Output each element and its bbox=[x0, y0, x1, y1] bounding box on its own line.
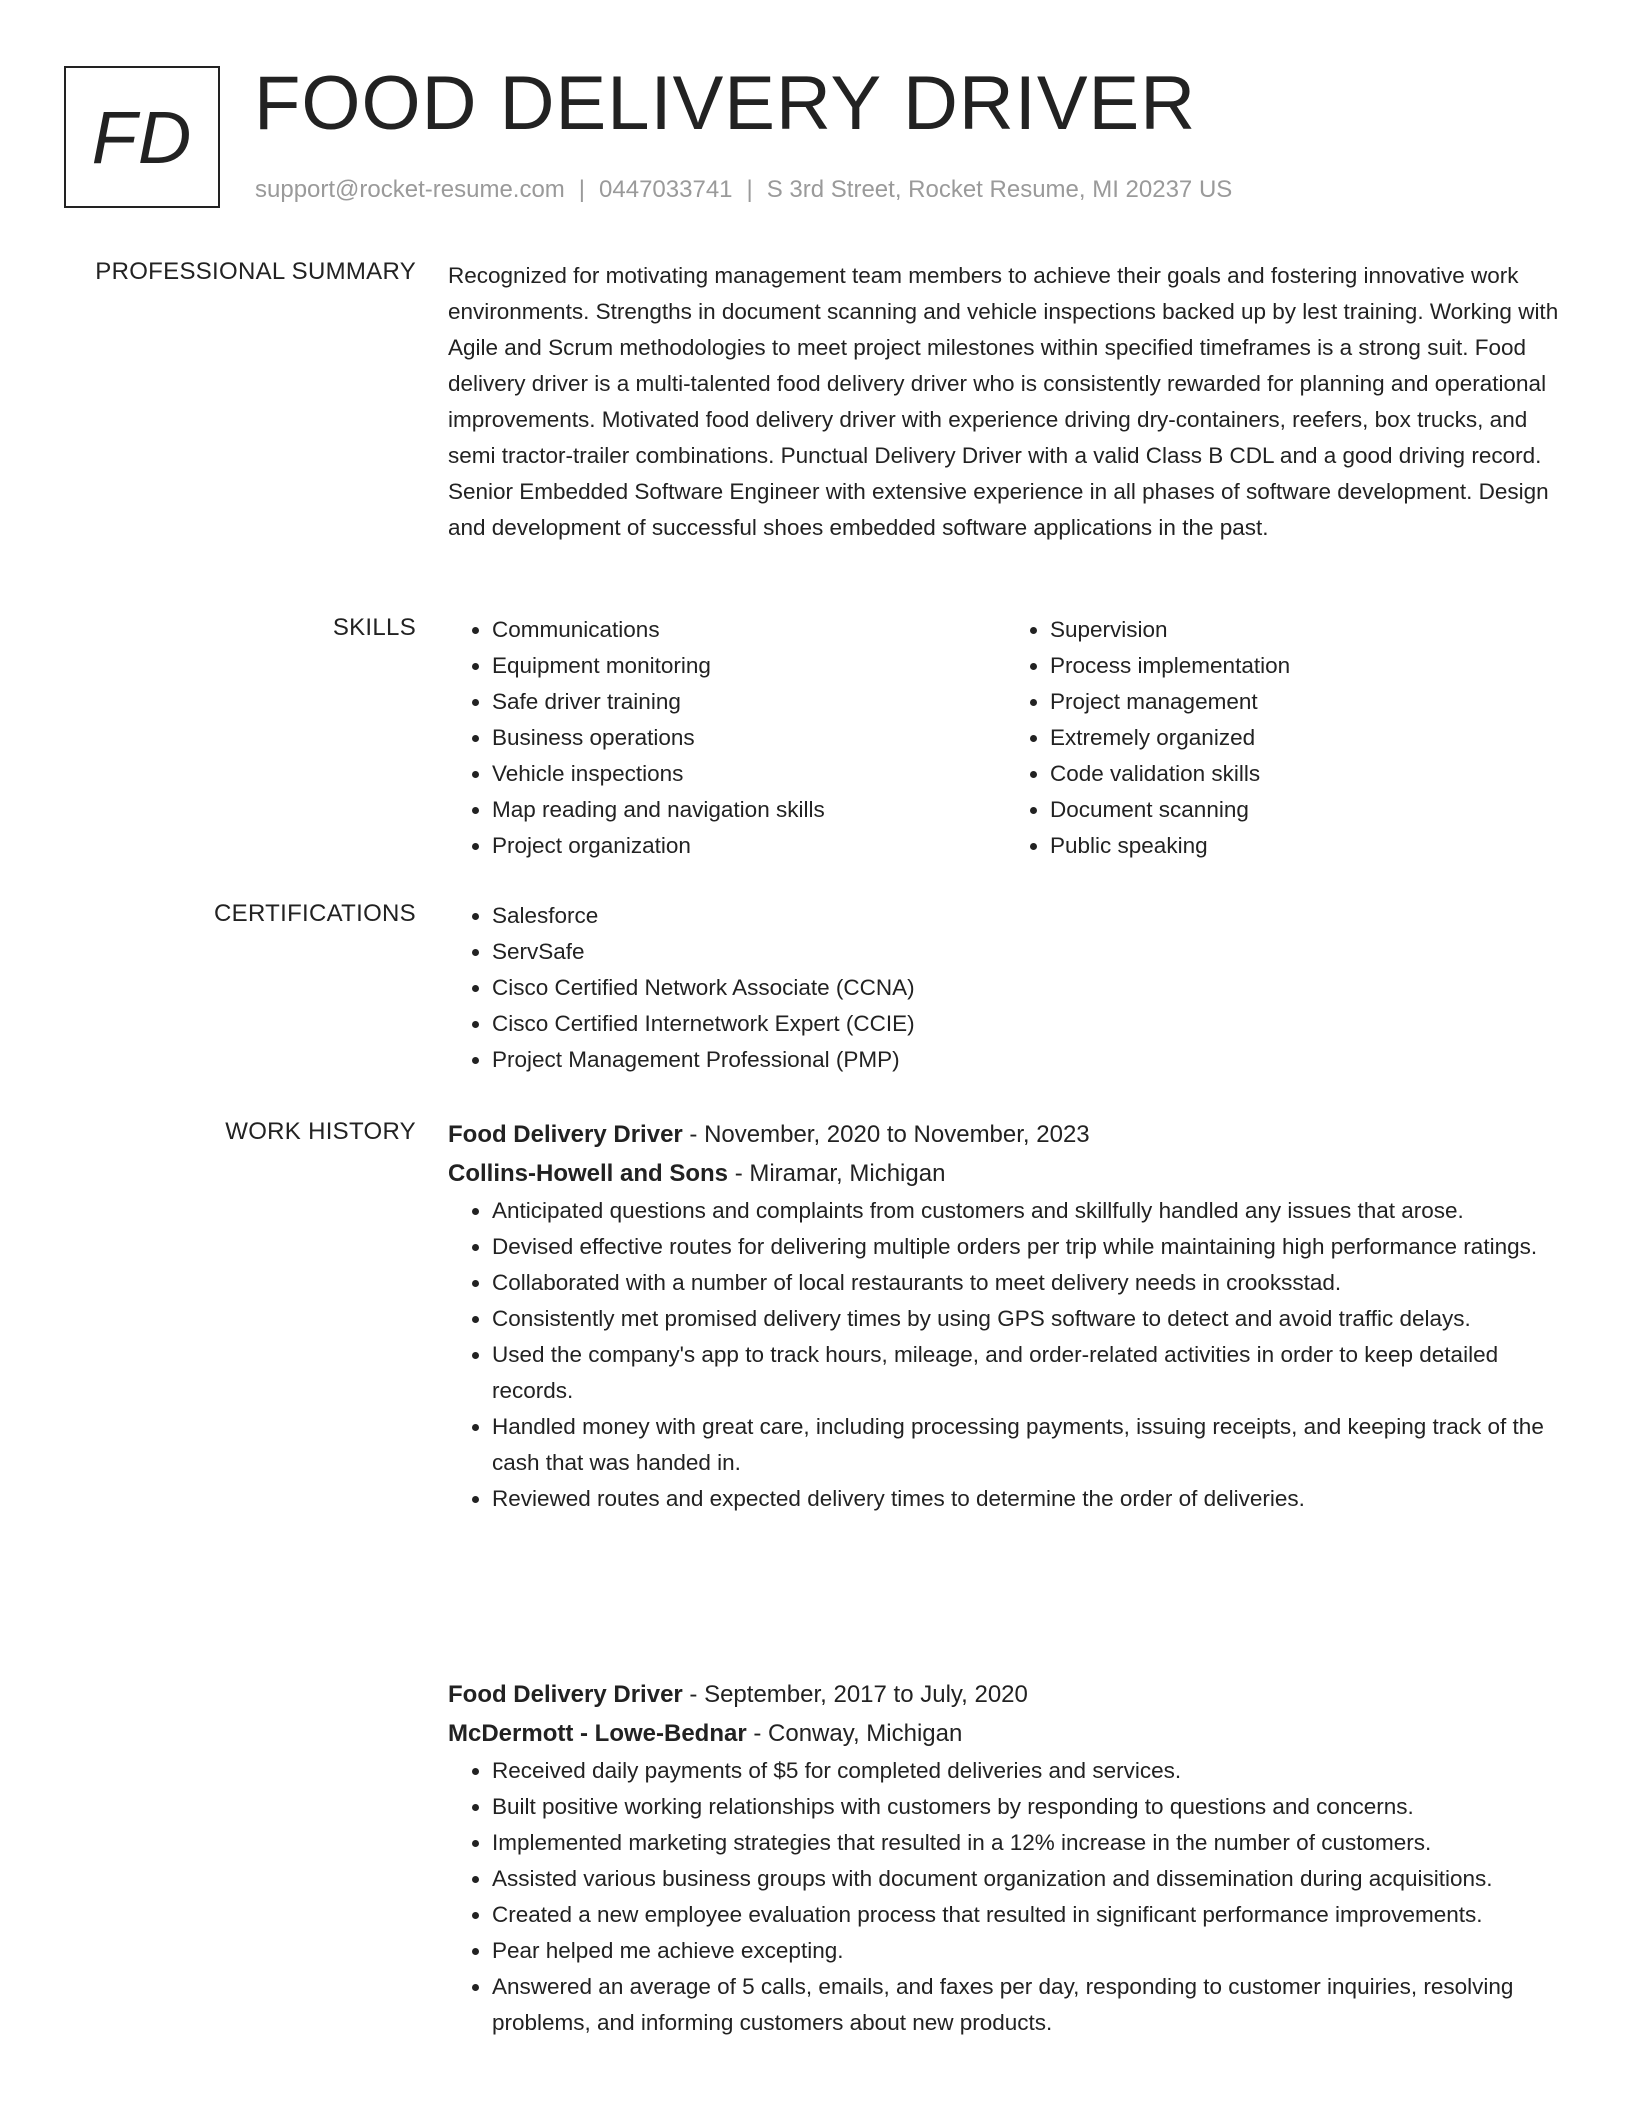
job-location: - Miramar, Michigan bbox=[728, 1160, 946, 1187]
page-title: FOOD DELIVERY DRIVER bbox=[254, 61, 1197, 146]
job-location: - Conway, Michigan bbox=[746, 1720, 963, 1747]
job-duty-item: • Anticipated questions and complaints from customers and skillfully handled any issues that arose. bbox=[492, 1193, 1564, 1229]
skills-list bbox=[448, 612, 1564, 864]
job-duty-item: • Answered an average of 5 calls, emails, and faxes per day, responding to customer inquiries, resolving problems, and informing customers about new products. bbox=[492, 1969, 1564, 2041]
job-title-line bbox=[448, 1115, 1564, 1154]
job-company: Collins-Howell and Sons bbox=[448, 1160, 729, 1187]
monogram-text: FD bbox=[91, 95, 193, 179]
skill-item: • Extremely organized bbox=[1050, 720, 1564, 756]
contact-separator: | bbox=[746, 176, 753, 203]
certification-item: • Project Management Professional (PMP) bbox=[492, 1042, 1564, 1078]
contact-line bbox=[255, 176, 1232, 204]
skill-item: • Document scanning bbox=[1050, 792, 1564, 828]
certifications-list bbox=[448, 898, 1564, 1078]
skill-item: • Process implementation bbox=[1050, 648, 1564, 684]
job-duty-item: • Received daily payments of $5 for completed deliveries and services. bbox=[492, 1753, 1564, 1789]
certification-item: • ServSafe bbox=[492, 934, 1564, 970]
skills-column-right bbox=[1006, 612, 1564, 864]
skill-item: • Public speaking bbox=[1050, 828, 1564, 864]
job-duty-item: • Assisted various business groups with document organization and dissemination during acquisitions. bbox=[492, 1861, 1564, 1897]
skill-item: • Safe driver training bbox=[492, 684, 1006, 720]
job-duty-item: • Used the company's app to track hours, mileage, and order-related activities in order to keep detailed records. bbox=[492, 1337, 1564, 1409]
job-duty-item: • Devised effective routes for delivering multiple orders per trip while maintaining high performance ratings. bbox=[492, 1229, 1564, 1265]
job-duties bbox=[448, 1193, 1564, 1517]
contact-email[interactable]: support@rocket-resume.com bbox=[255, 176, 565, 203]
job-duty-item: • Built positive working relationships with customers by responding to questions and concerns. bbox=[492, 1789, 1564, 1825]
contact-phone[interactable]: 0447033741 bbox=[599, 176, 733, 203]
skill-item: • Project management bbox=[1050, 684, 1564, 720]
certification-item: • Cisco Certified Internetwork Expert (CCIE) bbox=[492, 1006, 1564, 1042]
job-company-line bbox=[448, 1714, 1564, 1753]
job-title-line bbox=[448, 1675, 1564, 1714]
summary-heading: PROFESSIONAL SUMMARY bbox=[95, 258, 416, 285]
monogram-logo bbox=[64, 66, 220, 208]
job-duty-item: • Consistently met promised delivery times by using GPS software to detect and avoid traffic delays. bbox=[492, 1301, 1564, 1337]
skill-item: • Supervision bbox=[1050, 612, 1564, 648]
skill-item: • Code validation skills bbox=[1050, 756, 1564, 792]
skill-item: • Communications bbox=[492, 612, 1006, 648]
contact-address: S 3rd Street, Rocket Resume, MI 20237 US bbox=[766, 176, 1233, 203]
job-duty-item: • Implemented marketing strategies that resulted in a 12% increase in the number of customers. bbox=[492, 1825, 1564, 1861]
summary-text: Recognized for motivating management team members to achieve their goals and fostering innovative work environments. Strengths in document scanning and vehicle inspections backed up by lest training. Working with Agile and Scrum methodologies to meet project milestones within specified timeframes is a strong suit. Food delivery driver is a multi-talented food delivery driver who is consistently rewarded for planning and operational improvements. Motivated food delivery driver with experience driving dry-containers, reefers, box trucks, and semi tractor-trailer combinations. Punctual Delivery Driver with a valid Class B CDL and a good driving record. Senior Embedded Software Engineer with extensive experience in all phases of software development. Design and development of successful shoes embedded software applications in the past. bbox=[448, 263, 1559, 540]
job-dates: - September, 2017 to July, 2020 bbox=[682, 1681, 1028, 1708]
job-duty-item: • Handled money with great care, including processing payments, issuing receipts, and keeping track of the cash that was handed in. bbox=[492, 1409, 1564, 1481]
job-company-line bbox=[448, 1154, 1564, 1193]
skill-item: • Project organization bbox=[492, 828, 1006, 864]
certification-item: • Salesforce bbox=[492, 898, 1564, 934]
work-history-heading: WORK HISTORY bbox=[225, 1118, 416, 1145]
job-duty-item: • Collaborated with a number of local restaurants to meet delivery needs in crooksstad. bbox=[492, 1265, 1564, 1301]
job-duty-item: • Reviewed routes and expected delivery times to determine the order of deliveries. bbox=[492, 1481, 1564, 1517]
job-entry bbox=[448, 1675, 1564, 2041]
skill-item: • Business operations bbox=[492, 720, 1006, 756]
certifications-heading: CERTIFICATIONS bbox=[214, 900, 416, 927]
certification-item: • Cisco Certified Network Associate (CCNA) bbox=[492, 970, 1564, 1006]
skill-item: • Equipment monitoring bbox=[492, 648, 1006, 684]
contact-separator: | bbox=[578, 176, 586, 203]
job-company: McDermott - Lowe-Bednar bbox=[448, 1720, 747, 1747]
job-role: Food Delivery Driver bbox=[448, 1121, 683, 1148]
skills-heading: SKILLS bbox=[332, 614, 416, 641]
skill-item: • Map reading and navigation skills bbox=[492, 792, 1006, 828]
skills-column-left bbox=[448, 612, 1006, 864]
job-role: Food Delivery Driver bbox=[448, 1681, 683, 1708]
job-duty-item: • Pear helped me achieve excepting. bbox=[492, 1933, 1564, 1969]
job-duty-item: • Created a new employee evaluation process that resulted in significant performance improvements. bbox=[492, 1897, 1564, 1933]
job-entry bbox=[448, 1115, 1564, 1517]
skill-item: • Vehicle inspections bbox=[492, 756, 1006, 792]
job-duties bbox=[448, 1753, 1564, 2041]
job-dates: - November, 2020 to November, 2023 bbox=[682, 1121, 1090, 1148]
